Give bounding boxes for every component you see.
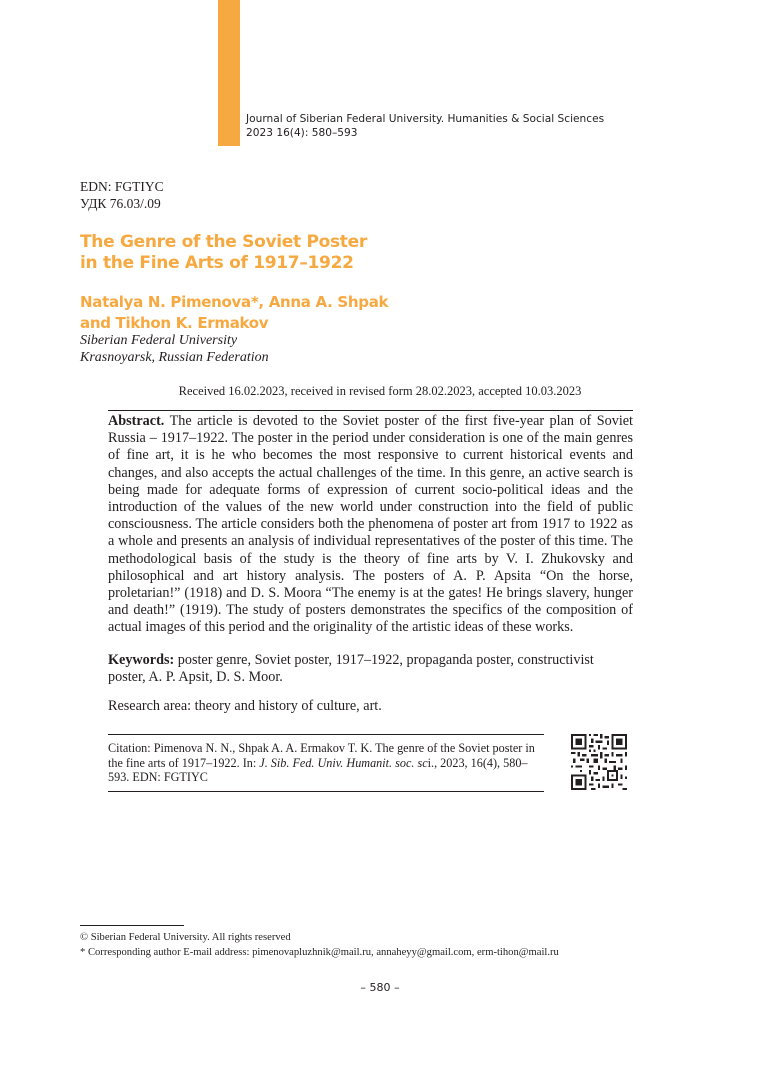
citation-top-rule	[108, 734, 544, 735]
keywords-text: poster genre, Soviet poster, 1917–1922, propaganda poster, constructivist poster, A. P. Apsit, D. S. Moor.	[108, 652, 594, 686]
journal-issue: 2023 16(4): 580–593	[246, 127, 358, 139]
citation-suffix: i., 2023, 16(4), 580–593. EDN: FGTIYC	[108, 755, 528, 785]
citation	[108, 741, 548, 785]
affiliation-university: Siberian Federal University	[80, 333, 238, 348]
research-area: Research area: theory and history of culture, art.	[108, 698, 382, 714]
title-line-2: in the Fine Arts of 1917–1922	[80, 253, 354, 273]
identifiers	[80, 178, 164, 212]
journal-name: Journal of Siberian Federal University. Humanities & Social Sciences	[246, 113, 605, 125]
edn-code: EDN: FGTIYC	[80, 179, 164, 194]
affiliation	[80, 332, 269, 366]
abstract-text: The article is devoted to the Soviet poster of the first five-year plan of Soviet Russia – 1917–1922. The poster in the period under consideration is one of the main genres of fine art, it is he who becomes the most responsive to current historical events and changes, and also accepts the actual challenges of the time. In this genre, an active search is being made for adequate forms of expression of current socio-political ideas and the introduction of the values of the new world under construction into the field of public consciousness. The article considers both the phenomena of poster art from 1917 to 1922 as a whole and presents an analysis of individual representatives of the poster of this time. The methodological basis of the study is the theory of fine arts by V. I. Zhukovsky and philosophical and art history analysis. The posters of A. P. Apsita “On the horse, proletarian!” (1918) and D. S. Moora “The enemy is at the gates! He brings slavery, hunger and death!” (1919). The study of posters demonstrates the specifics of the composition of actual images of this period and the originality of the artistic ideas of these works.	[108, 413, 633, 636]
abstract	[108, 413, 633, 637]
affiliation-city: Krasnoyarsk, Russian Federation	[80, 350, 269, 365]
udk-code: УДК 76.03/.09	[80, 196, 161, 211]
keywords	[108, 652, 633, 686]
page-number: – 580 –	[360, 981, 400, 994]
article-title	[80, 232, 367, 274]
citation-journal: J. Sib. Fed. Univ. Humanit. soc. sc	[259, 755, 428, 770]
citation-prefix: Citation: Pimenova N. N., Shpak A. A. Ermakov T. K. The genre of the Soviet poster in the fine arts of 1917–1922. In:	[108, 741, 535, 770]
copyright-note: © Siberian Federal University. All rights reserved	[80, 932, 291, 943]
journal-header	[246, 112, 604, 140]
abstract-top-rule	[108, 410, 633, 411]
citation-bottom-rule	[108, 791, 544, 792]
abstract-label: Abstract.	[108, 413, 165, 429]
keywords-label: Keywords:	[108, 652, 175, 668]
journal-accent-bar	[218, 0, 240, 146]
author-list	[80, 292, 388, 334]
corresponding-author-note: * Corresponding author E-mail address: pimenovapluzhnik@mail.ru, annaheyy@gmail.com, erm-tihon@mail.ru	[80, 946, 559, 958]
authors-line-2: and Tikhon K. Ermakov	[80, 314, 269, 332]
footnotes	[80, 931, 559, 960]
title-line-1: The Genre of the Soviet Poster	[80, 232, 367, 252]
footnote-rule	[80, 925, 184, 926]
received-dates: Received 16.02.2023, received in revised form 28.02.2023, accepted 10.03.2023	[178, 384, 582, 398]
authors-line-1: Natalya N. Pimenova*, Anna A. Shpak	[80, 293, 389, 311]
qr-code-icon[interactable]	[571, 734, 627, 790]
